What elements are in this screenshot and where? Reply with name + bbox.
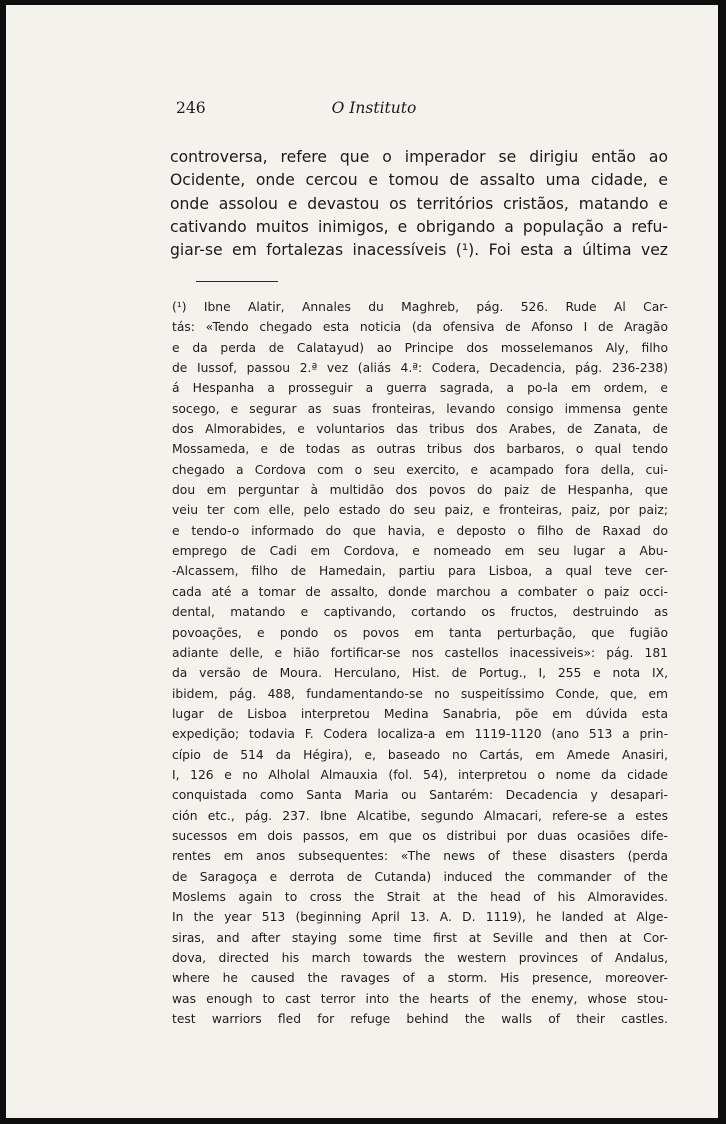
footnote-line: cada até a tomar de assalto, donde marchou a combater o paiz occi-	[172, 584, 668, 599]
text-line: onde assolou e devastou os territórios cristãos, matando e	[170, 194, 668, 213]
footnote-line: rentes em anos subsequentes: «The news of these disasters (perda	[172, 849, 668, 864]
footnote-line: tás: «Tendo chegado esta noticia (da ofensiva de Afonso I de Aragão	[172, 320, 668, 335]
footnote-line: test warriors fled for refuge behind the walls of their castles.	[172, 1012, 668, 1027]
text-line: Ocidente, onde cercou e tomou de assalto uma cidade, e	[170, 171, 668, 190]
footnote-line: ibidem, pág. 488, fundamentando-se no suspeitíssimo Conde, que, em	[172, 686, 668, 701]
footnote-line: (¹) Ibne Alatir, Annales du Maghreb, pág. 526. Rude Al Car-	[172, 300, 668, 314]
footnote-line: dova, directed his march towards the western provinces of Andalus,	[172, 951, 668, 965]
page-header	[176, 99, 674, 121]
footnote-line: dos Almorabides, e voluntarios das tribus dos Arabes, de Zanata, de	[172, 422, 668, 437]
footnote-line: where he caused the ravages of a storm. His presence, moreover-	[172, 971, 668, 986]
footnote-line: e da perda de Calatayud) ao Principe dos mosselemanos Aly, filho	[172, 340, 668, 355]
footnote-line: de Iussof, passou 2.ª vez (aliás 4.ª: Codera, Decadencia, pág. 236-238)	[172, 361, 668, 376]
footnote-line: á Hespanha a prosseguir a guerra sagrada, a po-la em ordem, e	[172, 381, 668, 396]
footnote-line: e tendo-o informado do que havia, e deposto o filho de Raxad do	[172, 523, 668, 538]
text-line: cativando muitos inimigos, e obrigando a população a refu-	[170, 217, 668, 236]
running-title: O Instituto	[331, 99, 417, 117]
footnote	[172, 297, 668, 1029]
footnote-line: Mossameda, e de todas as outras tribus dos barbaros, o qual tendo	[172, 442, 668, 457]
footnote-line: Moslems again to cross the Strait at the head of his Almoravides.	[172, 889, 668, 904]
footnote-line: In the year 513 (beginning April 13. A. D. 1119), he landed at Alge-	[172, 910, 668, 925]
footnote-line: sucessos em dois passos, em que os distribui por duas ocasiões dife-	[172, 828, 668, 843]
footnote-line: socego, e segurar as suas fronteiras, levando consigo immensa gente	[172, 401, 668, 416]
footnote-line: de Saragoça e derrota de Cutanda) induced the commander of the	[172, 869, 668, 884]
footnote-separator	[196, 281, 278, 282]
page-number: 246	[176, 99, 206, 117]
footnote-line: siras, and after staying some time first at Seville and then at Cor-	[172, 930, 668, 945]
footnote-line: was enough to cast terror into the hearts of the enemy, whose stou-	[172, 991, 668, 1006]
footnote-line: conquistada como Santa Maria ou Santarém: Decadencia y desapari-	[172, 788, 668, 803]
footnote-line: dental, matando e captivando, cortando os fructos, destruindo as	[172, 605, 668, 620]
footnote-line: ción etc., pág. 237. Ibne Alcatibe, segundo Almacari, refere-se a estes	[172, 808, 668, 823]
footnote-line: veiu ter com elle, pelo estado do seu paiz, e fronteiras, paiz, por paiz;	[172, 503, 668, 518]
footnote-line: povoações, e pondo os povos em tanta perturbação, que fugião	[172, 625, 668, 640]
main-text	[170, 146, 668, 262]
footnote-line: I, 126 e no Alholal Almauxia (fol. 54), interpretou o nome da cidade	[172, 767, 668, 782]
footnote-line: -Alcassem, filho de Hamedain, partiu para Lisboa, a qual teve cer-	[172, 564, 668, 579]
text-line: controversa, refere que o imperador se dirigiu então ao	[170, 148, 668, 166]
footnote-line: expedição; todavia F. Codera localiza-a em 1119-1120 (ano 513 a prin-	[172, 727, 668, 742]
footnote-line: da versão de Moura. Herculano, Hist. de Portug., I, 255 e nota IX,	[172, 666, 668, 681]
footnote-line: adiante delle, e hião fortificar-se nos castellos inacessiveis»: pág. 181	[172, 645, 668, 660]
footnote-line: lugar de Lisboa interpretou Medina Sanabria, põe em dúvida esta	[172, 706, 668, 721]
text-line: giar-se em fortalezas inacessíveis (¹). Foi esta a última vez	[170, 241, 668, 260]
footnote-line: cípio de 514 da Hégira), e, baseado no Cartás, em Amede Anasiri,	[172, 747, 668, 762]
footnote-line: dou em perguntar à multidão dos povos do paiz de Hespanha, que	[172, 483, 668, 498]
footnote-line: emprego de Cadi em Cordova, e nomeado em seu lugar a Abu-	[172, 544, 668, 559]
footnote-line: chegado a Cordova com o seu exercito, e acampado fora della, cui-	[172, 462, 668, 477]
